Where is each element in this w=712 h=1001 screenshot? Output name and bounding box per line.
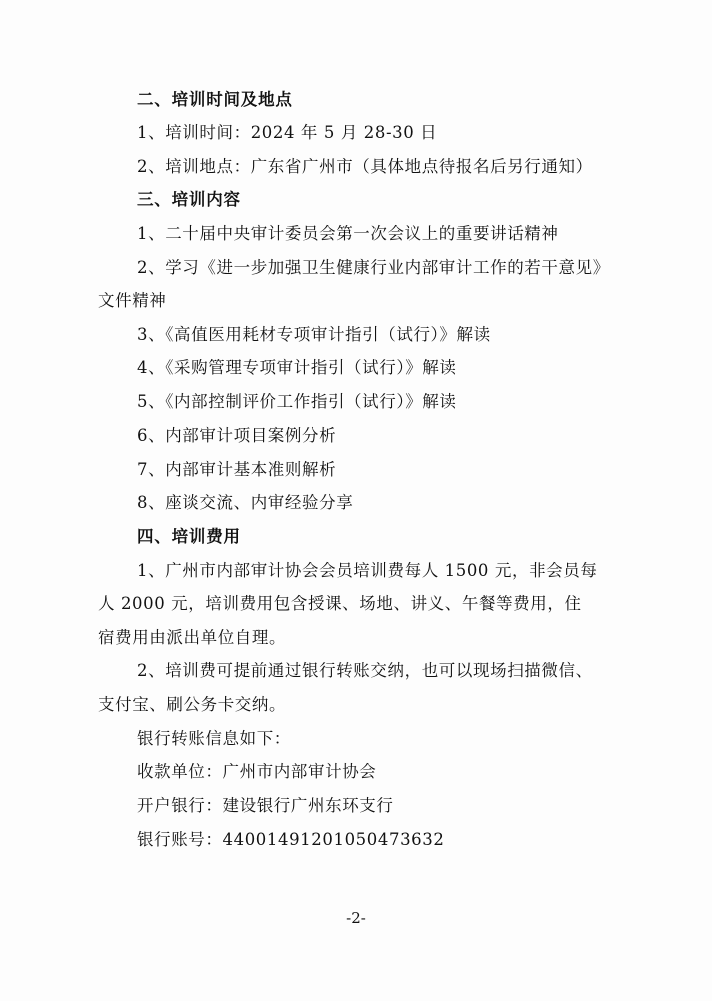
content-item-2: 2、学习《进一步加强卫生健康行业内部审计工作的若干意见》 (137, 258, 610, 277)
fee-paragraph-1-line-3: 宿费用由派出单位自理。 (98, 628, 287, 647)
content-item-2-continued: 文件精神 (98, 291, 167, 310)
fee-paragraph-2-line-1: 2、培训费可提前通过银行转账交纳，也可以现场扫描微信、 (137, 661, 593, 680)
training-time: 1、培训时间：2024 年 5 月 28-30 日 (137, 123, 438, 142)
bank-info-intro: 银行转账信息如下： (137, 729, 291, 748)
page-number: -2- (346, 909, 366, 927)
fee-paragraph-1-line-1: 1、广州市内部审计协会会员培训费每人 1500 元，非会员每 (137, 561, 598, 580)
content-item-3: 3、《高值医用耗材专项审计指引（试行）》解读 (137, 325, 491, 344)
bank-name: 开户银行：建设银行广州东环支行 (137, 796, 394, 815)
content-item-4: 4、《采购管理专项审计指引（试行）》解读 (137, 358, 457, 377)
section-heading-time-location: 二、培训时间及地点 (137, 90, 293, 109)
content-item-5: 5、《内部控制评价工作指引（试行）》解读 (137, 392, 457, 411)
content-item-1: 1、二十届中央审计委员会第一次会议上的重要讲话精神 (137, 224, 559, 243)
section-heading-content: 三、培训内容 (137, 190, 241, 209)
bank-account-number: 银行账号：44001491201050473632 (137, 830, 445, 849)
content-item-7: 7、内部审计基本准则解析 (137, 460, 337, 479)
training-location: 2、培训地点：广东省广州市（具体地点待报名后另行通知） (137, 157, 593, 176)
bank-payee: 收款单位：广州市内部审计协会 (137, 762, 377, 781)
content-item-6: 6、内部审计项目案例分析 (137, 426, 337, 445)
section-heading-fees: 四、培训费用 (137, 527, 241, 546)
content-item-8: 8、座谈交流、内审经验分享 (137, 493, 354, 512)
fee-paragraph-1-line-2: 人 2000 元，培训费用包含授课、场地、讲义、午餐等费用，住 (98, 594, 582, 613)
fee-paragraph-2-line-2: 支付宝、刷公务卡交纳。 (98, 695, 287, 714)
